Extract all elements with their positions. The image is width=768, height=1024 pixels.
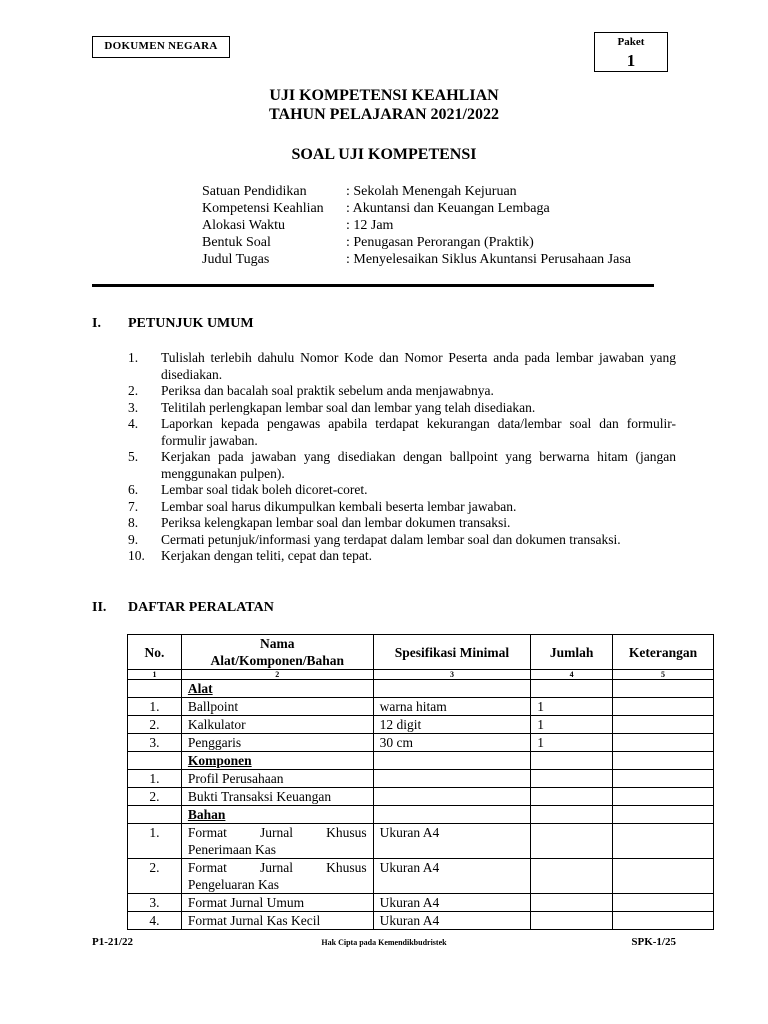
section-number: I. bbox=[92, 316, 101, 331]
table-row bbox=[128, 770, 714, 788]
cell-nama-line2: Pengeluaran Kas bbox=[187, 877, 279, 892]
cell-no: 3. bbox=[128, 734, 182, 752]
cell-nama bbox=[181, 859, 373, 894]
cell-spek bbox=[373, 752, 531, 770]
cell-spek bbox=[373, 770, 531, 788]
cell-jumlah bbox=[531, 824, 613, 859]
cell-no: 3. bbox=[128, 894, 182, 912]
cell-nama-word: Jurnal bbox=[260, 860, 294, 875]
cell-ket bbox=[613, 770, 714, 788]
header-keterangan: Keterangan bbox=[613, 635, 714, 670]
list-item-text: Kerjakan pada jawaban yang disediakan dengan ballpoint yang berwarna hitam (jangan menggunakan pulpen). bbox=[161, 449, 676, 481]
list-item-number: 2. bbox=[128, 383, 139, 398]
header-spesifikasi: Spesifikasi Minimal bbox=[373, 635, 531, 670]
table-row bbox=[128, 806, 714, 824]
cell-jumlah bbox=[531, 894, 613, 912]
header-no: No. bbox=[128, 635, 182, 670]
header-nama bbox=[181, 635, 373, 670]
cell-spek: warna hitam bbox=[373, 698, 531, 716]
list-item bbox=[128, 532, 676, 549]
list-item-number: 8. bbox=[128, 515, 139, 530]
cell-spek: Ukuran A4 bbox=[373, 894, 531, 912]
info-key: Judul Tugas bbox=[202, 252, 270, 267]
cell-no bbox=[128, 806, 182, 824]
info-value: : Penugasan Perorangan (Praktik) bbox=[346, 235, 534, 250]
cell-category-heading: Bahan bbox=[181, 806, 373, 824]
section-title: PETUNJUK UMUM bbox=[128, 316, 254, 331]
cell-category-heading: Komponen bbox=[181, 752, 373, 770]
cell-jumlah bbox=[531, 680, 613, 698]
section-number: II. bbox=[92, 600, 107, 615]
info-key: Kompetensi Keahlian bbox=[202, 201, 324, 216]
list-item bbox=[128, 515, 676, 532]
info-value: : Akuntansi dan Keuangan Lembaga bbox=[346, 201, 550, 216]
cell-jumlah bbox=[531, 788, 613, 806]
header-jumlah: Jumlah bbox=[531, 635, 613, 670]
cell-ket bbox=[613, 716, 714, 734]
column-number: 2 bbox=[181, 670, 373, 680]
table-row bbox=[128, 824, 714, 859]
footer-page-number: SPK-1/25 bbox=[631, 936, 676, 948]
instruction-list bbox=[128, 350, 676, 565]
list-item bbox=[128, 548, 676, 565]
cell-nama-word: Format bbox=[187, 860, 227, 875]
cell-jumlah: 1 bbox=[531, 734, 613, 752]
exam-title: UJI KOMPETENSI KEAHLIAN bbox=[269, 87, 499, 104]
cell-ket bbox=[613, 894, 714, 912]
cell-nama-word: Khusus bbox=[326, 825, 367, 840]
cell-nama-line2: Penerimaan Kas bbox=[187, 842, 276, 857]
cell-nama bbox=[181, 824, 373, 859]
cell-nama-line1 bbox=[188, 824, 367, 841]
list-item-number: 10. bbox=[128, 548, 145, 563]
info-value: : 12 Jam bbox=[346, 218, 394, 233]
table-row bbox=[128, 698, 714, 716]
column-number: 5 bbox=[613, 670, 714, 680]
cell-nama: Kalkulator bbox=[181, 716, 373, 734]
list-item bbox=[128, 350, 676, 383]
header-nama-line1: Nama bbox=[260, 636, 295, 651]
list-item-number: 7. bbox=[128, 498, 139, 514]
list-item-text: Periksa kelengkapan lembar soal dan lembar dokumen transaksi. bbox=[161, 515, 511, 530]
cell-ket bbox=[613, 912, 714, 930]
table-row bbox=[128, 752, 714, 770]
footer-code-left: P1-21/22 bbox=[92, 936, 133, 948]
list-item-number: 3. bbox=[128, 399, 139, 415]
cell-nama: Ballpoint bbox=[181, 698, 373, 716]
table-row bbox=[128, 734, 714, 752]
cell-no: 1. bbox=[128, 698, 182, 716]
list-item bbox=[128, 416, 676, 449]
column-number-row bbox=[128, 670, 714, 680]
cell-nama: Format Jurnal Umum bbox=[181, 894, 373, 912]
cell-spek: Ukuran A4 bbox=[373, 912, 531, 930]
table-row bbox=[128, 912, 714, 930]
list-item-text: Laporkan kepada pengawas apabila terdapat kekurangan data/lembar soal dan formulir-formulir jawaban. bbox=[161, 416, 676, 448]
paket-box bbox=[594, 32, 668, 72]
table-row bbox=[128, 859, 714, 894]
info-row bbox=[202, 251, 631, 268]
cell-ket bbox=[613, 680, 714, 698]
equipment-table bbox=[127, 634, 714, 930]
list-item-text: Lembar soal harus dikumpulkan kembali beserta lembar jawaban. bbox=[161, 498, 517, 514]
cell-jumlah bbox=[531, 912, 613, 930]
cell-no: 2. bbox=[128, 788, 182, 806]
cell-nama: Profil Perusahaan bbox=[181, 770, 373, 788]
cell-no: 1. bbox=[128, 824, 182, 859]
info-key: Alokasi Waktu bbox=[202, 218, 285, 233]
cell-spek: Ukuran A4 bbox=[373, 859, 531, 894]
cell-ket bbox=[613, 734, 714, 752]
cell-ket bbox=[613, 788, 714, 806]
academic-year-title: TAHUN PELAJARAN 2021/2022 bbox=[269, 106, 499, 123]
cell-jumlah: 1 bbox=[531, 716, 613, 734]
cell-nama-word: Khusus bbox=[326, 860, 367, 875]
document-classification-label: DOKUMEN NEGARA bbox=[92, 36, 230, 58]
cell-no bbox=[128, 752, 182, 770]
list-item-number: 1. bbox=[128, 350, 139, 365]
footer-copyright: Hak Cipta pada Kemendikbudristek bbox=[321, 938, 447, 947]
cell-no: 2. bbox=[128, 859, 182, 894]
info-row bbox=[202, 183, 631, 200]
column-number: 4 bbox=[531, 670, 613, 680]
cell-nama-word: Format bbox=[187, 825, 227, 840]
cell-ket bbox=[613, 698, 714, 716]
list-item-text: Kerjakan dengan teliti, cepat dan tepat. bbox=[161, 548, 373, 563]
cell-nama: Bukti Transaksi Keuangan bbox=[181, 788, 373, 806]
section-heading-soal: SOAL UJI KOMPETENSI bbox=[291, 146, 477, 163]
header-nama-line2: Alat/Komponen/Bahan bbox=[210, 653, 345, 668]
info-value: : Sekolah Menengah Kejuruan bbox=[346, 184, 517, 199]
info-key: Bentuk Soal bbox=[202, 235, 271, 250]
cell-no: 1. bbox=[128, 770, 182, 788]
cell-spek bbox=[373, 680, 531, 698]
paket-label: Paket bbox=[617, 36, 645, 48]
cell-no bbox=[128, 680, 182, 698]
list-item-number: 6. bbox=[128, 482, 139, 497]
cell-nama-word: Jurnal bbox=[260, 825, 294, 840]
divider-rule bbox=[92, 284, 654, 287]
list-item-number: 5. bbox=[128, 449, 139, 464]
cell-nama-line1 bbox=[188, 859, 367, 876]
table-row bbox=[128, 716, 714, 734]
table-row bbox=[128, 894, 714, 912]
column-number: 3 bbox=[373, 670, 531, 680]
table-row bbox=[128, 788, 714, 806]
list-item-text: Cermati petunjuk/informasi yang terdapat dalam lembar soal dan dokumen transaksi. bbox=[161, 531, 621, 547]
info-key: Satuan Pendidikan bbox=[202, 184, 307, 199]
list-item-text: Tulislah terlebih dahulu Nomor Kode dan Nomor Peserta anda pada lembar jawaban yang disediakan. bbox=[161, 350, 676, 382]
cell-spek: 30 cm bbox=[373, 734, 531, 752]
cell-spek bbox=[373, 806, 531, 824]
cell-category-heading: Alat bbox=[181, 680, 373, 698]
list-item bbox=[128, 482, 676, 499]
cell-jumlah bbox=[531, 770, 613, 788]
list-item-number: 9. bbox=[128, 531, 139, 547]
cell-ket bbox=[613, 859, 714, 894]
table-header-row bbox=[128, 635, 714, 670]
cell-jumlah bbox=[531, 859, 613, 894]
list-item-text: Telitilah perlengkapan lembar soal dan lembar yang telah disediakan. bbox=[161, 399, 536, 415]
info-row bbox=[202, 234, 631, 251]
cell-jumlah bbox=[531, 806, 613, 824]
list-item bbox=[128, 499, 676, 516]
info-row bbox=[202, 217, 631, 234]
list-item bbox=[128, 383, 676, 400]
cell-spek: 12 digit bbox=[373, 716, 531, 734]
cell-jumlah: 1 bbox=[531, 698, 613, 716]
cell-ket bbox=[613, 806, 714, 824]
cell-spek: Ukuran A4 bbox=[373, 824, 531, 859]
paket-number: 1 bbox=[626, 51, 636, 70]
info-row bbox=[202, 200, 631, 217]
exam-info bbox=[202, 183, 631, 268]
cell-ket bbox=[613, 824, 714, 859]
column-number: 1 bbox=[128, 670, 182, 680]
cell-no: 2. bbox=[128, 716, 182, 734]
section-title: DAFTAR PERALATAN bbox=[128, 600, 274, 615]
list-item-number: 4. bbox=[128, 416, 139, 431]
cell-no: 4. bbox=[128, 912, 182, 930]
cell-jumlah bbox=[531, 752, 613, 770]
table-row bbox=[128, 680, 714, 698]
cell-ket bbox=[613, 752, 714, 770]
list-item bbox=[128, 449, 676, 482]
cell-spek bbox=[373, 788, 531, 806]
cell-nama: Penggaris bbox=[181, 734, 373, 752]
list-item bbox=[128, 400, 676, 417]
cell-nama: Format Jurnal Kas Kecil bbox=[181, 912, 373, 930]
info-value: : Menyelesaikan Siklus Akuntansi Perusahaan Jasa bbox=[346, 252, 632, 267]
list-item-text: Lembar soal tidak boleh dicoret-coret. bbox=[161, 482, 368, 497]
list-item-text: Periksa dan bacalah soal praktik sebelum anda menjawabnya. bbox=[161, 383, 494, 398]
